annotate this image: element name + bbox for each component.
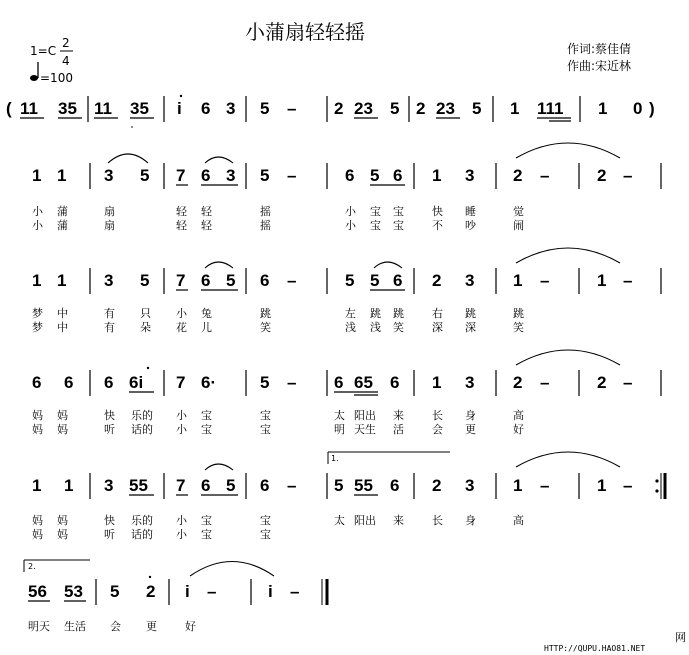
note: 3 <box>226 166 236 185</box>
note: 3 <box>465 166 475 185</box>
svg-text:宝: 宝 <box>260 409 271 422</box>
svg-text:妈: 妈 <box>57 514 68 527</box>
note: 2 <box>432 476 442 495</box>
note: ) <box>649 99 655 118</box>
svg-text:话的: 话的 <box>131 528 153 541</box>
note: 5 <box>345 271 355 290</box>
svg-text:身: 身 <box>465 514 476 527</box>
svg-text:浅: 浅 <box>370 321 381 334</box>
note: 2 <box>416 99 426 118</box>
svg-text:蒲: 蒲 <box>57 219 68 232</box>
svg-text:中: 中 <box>57 307 68 320</box>
note: 6 <box>393 271 403 290</box>
note: 7 <box>176 476 186 495</box>
svg-text:妈: 妈 <box>57 528 68 541</box>
note: 1 <box>57 271 67 290</box>
svg-text:快: 快 <box>432 205 443 218</box>
note: 6 <box>201 166 211 185</box>
system-5 <box>32 452 665 499</box>
svg-text:妈: 妈 <box>57 423 68 436</box>
note: – <box>623 373 633 392</box>
note: 6 <box>334 373 344 392</box>
svg-text:会: 会 <box>110 620 121 633</box>
note: – <box>287 373 297 392</box>
lyrics-8 <box>32 527 271 541</box>
svg-text:右: 右 <box>432 307 443 320</box>
svg-text:生活: 生活 <box>64 620 86 633</box>
svg-text:睡: 睡 <box>465 205 476 218</box>
note: – <box>207 582 217 601</box>
svg-text:妈: 妈 <box>32 514 43 527</box>
svg-text:高: 高 <box>513 514 524 527</box>
svg-text:跳: 跳 <box>260 307 271 320</box>
svg-text:听: 听 <box>104 423 115 436</box>
note: 5 <box>226 271 236 290</box>
svg-text:宝: 宝 <box>201 409 212 422</box>
svg-text:有: 有 <box>104 321 115 334</box>
note: 23 <box>436 99 455 118</box>
note: – <box>540 271 550 290</box>
lyrics-4 <box>32 320 524 334</box>
svg-text:明: 明 <box>334 423 345 436</box>
svg-text:花: 花 <box>176 321 187 334</box>
lyrics-2 <box>32 218 524 232</box>
svg-text:轻: 轻 <box>176 205 187 218</box>
note: 6 <box>64 373 74 392</box>
note: 1 <box>597 271 607 290</box>
svg-text:跳: 跳 <box>370 307 381 320</box>
note: 5 <box>226 476 236 495</box>
note: – <box>540 476 550 495</box>
note: 55 <box>129 476 148 495</box>
note: 5 <box>140 166 150 185</box>
note: 6 <box>104 373 114 392</box>
note: 1 <box>57 166 67 185</box>
note: i <box>268 582 273 601</box>
note: 0 <box>633 99 643 118</box>
note: 3 <box>465 373 475 392</box>
note: – <box>540 373 550 392</box>
note: 1 <box>513 476 523 495</box>
quarter-note-icon <box>30 62 38 81</box>
svg-text:宝: 宝 <box>201 423 212 436</box>
key-signature: 1=C <box>30 44 57 58</box>
note: 65 <box>354 373 373 392</box>
svg-text:好: 好 <box>513 423 524 436</box>
svg-text:宝: 宝 <box>370 219 381 232</box>
svg-text:梦: 梦 <box>32 307 43 320</box>
lyrics-9 <box>28 619 196 633</box>
svg-text:不: 不 <box>432 219 443 232</box>
svg-text:长: 长 <box>432 514 443 527</box>
note: – <box>623 166 633 185</box>
composer-credit: 作曲:宋近林 <box>567 59 632 73</box>
svg-text:2.: 2. <box>28 562 36 571</box>
svg-text:摇: 摇 <box>260 219 271 232</box>
svg-text:深: 深 <box>465 321 476 334</box>
svg-text:浅: 浅 <box>345 321 356 334</box>
svg-text:朵: 朵 <box>140 321 151 334</box>
note: 5 <box>260 166 270 185</box>
time-signature-bottom: 4 <box>62 54 70 68</box>
note: 5 <box>260 373 270 392</box>
svg-text:小: 小 <box>345 219 356 232</box>
svg-text:小: 小 <box>176 423 187 436</box>
note: 1 <box>432 166 442 185</box>
final-barline <box>322 579 327 605</box>
svg-text:轻: 轻 <box>201 219 212 232</box>
svg-text:身: 身 <box>465 409 476 422</box>
note: 6 <box>201 271 211 290</box>
svg-text:轻: 轻 <box>176 219 187 232</box>
note: – <box>540 166 550 185</box>
repeat-sign <box>655 473 665 499</box>
note: 23 <box>354 99 373 118</box>
svg-text:蒲: 蒲 <box>57 205 68 218</box>
note: – <box>623 476 633 495</box>
note: 6 <box>393 166 403 185</box>
svg-text:笑: 笑 <box>393 321 404 334</box>
note: 53 <box>64 582 83 601</box>
svg-text:快: 快 <box>104 514 115 527</box>
svg-text:跳: 跳 <box>513 307 524 320</box>
note: 3 <box>104 476 114 495</box>
svg-text:宝: 宝 <box>201 514 212 527</box>
svg-text:宝: 宝 <box>260 514 271 527</box>
note: 111 <box>537 99 564 118</box>
svg-text:天生: 天生 <box>354 423 376 436</box>
note: 5 <box>390 99 400 118</box>
svg-text:摇: 摇 <box>260 205 271 218</box>
svg-text:闹: 闹 <box>513 219 524 232</box>
note: 1 <box>432 373 442 392</box>
svg-text:太: 太 <box>334 409 345 422</box>
note: 6 <box>260 271 270 290</box>
svg-text:宝: 宝 <box>260 528 271 541</box>
svg-text:宝: 宝 <box>393 219 404 232</box>
note: 6 <box>201 476 211 495</box>
note: 1 <box>32 476 42 495</box>
svg-text:明天: 明天 <box>28 620 50 633</box>
svg-text:宝: 宝 <box>260 423 271 436</box>
note: 6· <box>201 373 217 392</box>
note: 2 <box>513 373 523 392</box>
note: 6 <box>260 476 270 495</box>
note: 5 <box>472 99 482 118</box>
svg-text:有: 有 <box>104 307 115 320</box>
note: 55 <box>354 476 373 495</box>
svg-text:听: 听 <box>104 528 115 541</box>
note: – <box>623 271 633 290</box>
svg-text:小: 小 <box>345 205 356 218</box>
svg-text:妈: 妈 <box>32 528 43 541</box>
note: 1 <box>32 166 42 185</box>
svg-text:只: 只 <box>140 307 151 320</box>
svg-text:妈: 妈 <box>32 409 43 422</box>
svg-text:乐的: 乐的 <box>131 409 153 422</box>
svg-text:扇: 扇 <box>104 219 115 232</box>
svg-text:跳: 跳 <box>393 307 404 320</box>
note: 6 <box>201 99 211 118</box>
svg-text:来: 来 <box>393 514 404 527</box>
note: – <box>287 166 297 185</box>
site-watermark-char: 网 <box>675 631 686 644</box>
note: 2 <box>146 582 156 601</box>
note: 2 <box>334 99 344 118</box>
note: 6 <box>32 373 42 392</box>
svg-text:跳: 跳 <box>465 307 476 320</box>
svg-text:宝: 宝 <box>370 205 381 218</box>
note: 1 <box>597 476 607 495</box>
svg-text:会: 会 <box>432 423 443 436</box>
svg-text:长: 长 <box>432 409 443 422</box>
note: 6i <box>129 373 144 392</box>
note: 3 <box>104 271 114 290</box>
system-4 <box>32 350 661 396</box>
svg-text:扇: 扇 <box>104 205 115 218</box>
note: 1 <box>513 271 523 290</box>
note: 5 <box>110 582 120 601</box>
svg-text:小: 小 <box>176 528 187 541</box>
svg-text:阳出: 阳出 <box>354 409 376 422</box>
song-title: 小蒲扇轻轻摇 <box>245 20 365 44</box>
site-watermark: HTTP://QUPU.HAO81.NET <box>544 644 646 653</box>
svg-text:深: 深 <box>432 321 443 334</box>
lyrics-6 <box>32 422 524 436</box>
svg-text:快: 快 <box>104 409 115 422</box>
svg-text:好: 好 <box>185 620 196 633</box>
svg-text:阳出: 阳出 <box>354 514 376 527</box>
tempo-marking: =100 <box>40 71 73 85</box>
note: 35 <box>130 99 149 118</box>
note: 2 <box>597 166 607 185</box>
note: 11 <box>94 99 112 118</box>
note: 6 <box>345 166 355 185</box>
svg-text:兔: 兔 <box>201 307 212 320</box>
svg-text:中: 中 <box>57 321 68 334</box>
svg-text:梦: 梦 <box>32 321 43 334</box>
lyricist-credit: 作词:蔡佳倩 <box>567 42 632 56</box>
lyrics-1 <box>32 204 524 218</box>
note: 1 <box>64 476 74 495</box>
note: 3 <box>465 271 475 290</box>
svg-text:小: 小 <box>176 514 187 527</box>
note: 6 <box>390 373 400 392</box>
svg-text:小: 小 <box>176 409 187 422</box>
note: 3 <box>104 166 114 185</box>
volta-2 <box>24 560 90 572</box>
note: 6 <box>390 476 400 495</box>
system-3 <box>32 248 661 294</box>
note: 1 <box>598 99 608 118</box>
svg-text:乐的: 乐的 <box>131 514 153 527</box>
system-2 <box>32 143 661 189</box>
note: 1 <box>32 271 42 290</box>
svg-text:笑: 笑 <box>513 321 524 334</box>
note: 3 <box>465 476 475 495</box>
note: 5 <box>260 99 270 118</box>
svg-text:小: 小 <box>176 307 187 320</box>
svg-text:1.: 1. <box>331 454 339 463</box>
svg-text:妈: 妈 <box>32 423 43 436</box>
svg-text:觉: 觉 <box>513 205 524 218</box>
svg-text:小: 小 <box>32 219 43 232</box>
svg-text:更: 更 <box>465 423 476 436</box>
volta-1 <box>328 452 450 464</box>
note: ( <box>6 99 12 118</box>
note: 35 <box>58 99 77 118</box>
note: – <box>287 99 297 118</box>
note: 1 <box>510 99 520 118</box>
note: 3 <box>226 99 236 118</box>
svg-text:活: 活 <box>393 423 404 436</box>
system-1 <box>6 95 655 128</box>
note: – <box>290 582 300 601</box>
svg-text:宝: 宝 <box>201 528 212 541</box>
note: 11 <box>20 99 38 118</box>
note: 5 <box>334 476 344 495</box>
note: 5 <box>370 166 380 185</box>
svg-text:吵: 吵 <box>465 219 476 232</box>
svg-text:儿: 儿 <box>201 321 212 334</box>
svg-text:来: 来 <box>393 409 404 422</box>
lyrics-5 <box>32 408 524 422</box>
system-6 <box>28 562 327 606</box>
svg-text:轻: 轻 <box>201 205 212 218</box>
note: 7 <box>176 373 186 392</box>
time-signature-top: 2 <box>62 36 70 50</box>
note: 5 <box>370 271 380 290</box>
note: 5 <box>140 271 150 290</box>
note: i <box>185 582 190 601</box>
note: 2 <box>432 271 442 290</box>
note: 7 <box>176 166 186 185</box>
note: 56 <box>28 582 47 601</box>
note: 7 <box>176 271 186 290</box>
svg-text:妈: 妈 <box>57 409 68 422</box>
note: 2 <box>513 166 523 185</box>
note: – <box>287 271 297 290</box>
note: 2 <box>597 373 607 392</box>
svg-text:宝: 宝 <box>393 205 404 218</box>
note: – <box>287 476 297 495</box>
lyrics-3 <box>32 306 524 320</box>
svg-text:高: 高 <box>513 409 524 422</box>
svg-text:笑: 笑 <box>260 321 271 334</box>
lyrics-7 <box>32 513 524 527</box>
svg-text:更: 更 <box>146 620 157 633</box>
svg-text:太: 太 <box>334 514 345 527</box>
note: i <box>177 99 182 118</box>
svg-text:左: 左 <box>345 307 356 320</box>
svg-text:话的: 话的 <box>131 423 153 436</box>
svg-text:小: 小 <box>32 205 43 218</box>
